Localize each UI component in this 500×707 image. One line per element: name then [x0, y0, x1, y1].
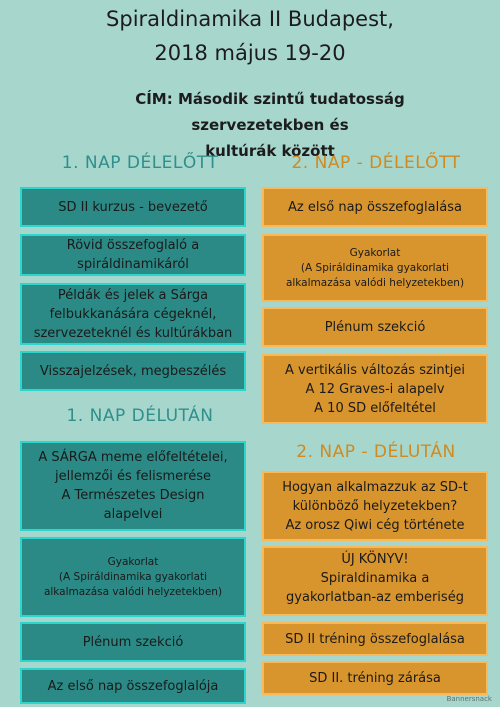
day1-afternoon-item-4: Az első nap összefoglalója — [20, 668, 246, 704]
day1-afternoon-item-1: A SÁRGA meme előfeltételei, jellemzői és felismerése A Természetes Design alapelvei — [20, 441, 246, 531]
day2-afternoon-heading: 2. NAP - DÉLUTÁN — [296, 442, 456, 462]
day2-afternoon-item-4: SD II. tréning zárása — [262, 661, 488, 695]
day2-morning-item-3: Plénum szekció — [262, 307, 488, 347]
day1-morning-item-1: SD II kurzus - bevezető — [20, 187, 246, 227]
subtitle-line-1: CÍM: Második szintű tudatosság szervezetekben és — [135, 90, 405, 134]
day2-afternoon-item-2: ÚJ KÖNYV! Spiraldinamika a gyakorlatban-az emberiség — [262, 546, 488, 616]
subtitle-line-2: kultúrák között — [205, 142, 335, 160]
day1-morning-item-2: Rövid összefoglaló a spiráldinamikáról — [20, 234, 246, 276]
title-line-1: Spiraldinamika II Budapest, — [106, 7, 394, 31]
watermark: Bannersnack — [446, 695, 492, 703]
day1-morning-item-3: Példák és jelek a Sárga felbukkanására cégeknél, szervezeteknél és kultúrákban — [20, 283, 246, 345]
day1-morning-item-4: Visszajelzések, megbeszélés — [20, 351, 246, 391]
day1-afternoon-heading: 1. NAP DÉLUTÁN — [66, 406, 214, 426]
title-line-2: 2018 május 19-20 — [154, 41, 346, 65]
day1-morning-heading: 1. NAP DÉLELŐTT — [61, 153, 219, 173]
day2-morning-item-1: Az első nap összefoglalása — [262, 187, 488, 227]
day2-morning-item-4: A vertikális változás szintjei A 12 Graves-i alapelv A 10 SD előfeltétel — [262, 354, 488, 424]
day2-morning-heading: 2. NAP - DÉLELŐTT — [291, 153, 461, 173]
day2-morning-item-2: Gyakorlat (A Spiráldinamika gyakorlati alkalmazása valódi helyzetekben) — [262, 234, 488, 302]
day2-afternoon-item-3: SD II tréning összefoglalása — [262, 622, 488, 656]
day1-afternoon-item-2: Gyakorlat (A Spiráldinamika gyakorlati alkalmazása valódi helyzetekben) — [20, 537, 246, 617]
day2-afternoon-item-1: Hogyan alkalmazzuk az SD-t különböző helyzetekben? Az orosz Qiwi cég története — [262, 471, 488, 541]
day1-afternoon-item-3: Plénum szekció — [20, 622, 246, 662]
